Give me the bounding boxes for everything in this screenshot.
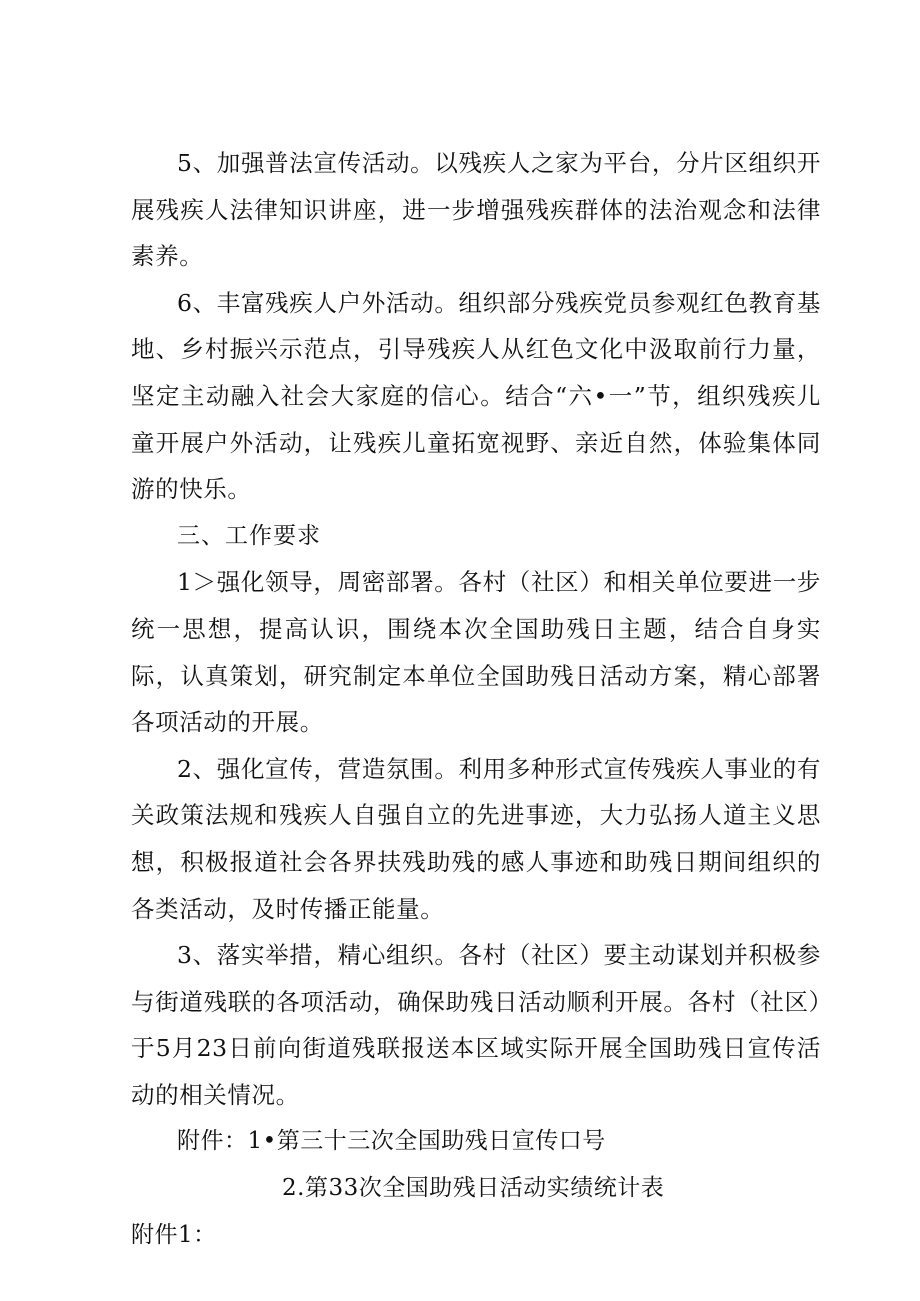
section-heading-work-requirements: 三、工作要求 xyxy=(177,522,321,549)
paragraph-item-5: 5、加强普法宣传活动。以残疾人之家为平台，分片区组织开展残疾人法律知识讲座，进一步增强残疾群体的法治观念和法律素养。 xyxy=(131,149,821,271)
paragraph-item-6: 6、丰富残疾人户外活动。组织部分残疾党员参观红色教育基地、乡村振兴示范点，引导残疾人从红色文化中汲取前行力量，坚定主动融入社会大家庭的信心。结合“六•一”节，组织残疾儿童开展户外活动，让残疾儿童拓宽视野、亲近自然，体验集体同游的快乐。 xyxy=(131,288,821,504)
attachment-1-label: 附件1： xyxy=(131,1221,217,1248)
attachments-line: 附件：1•第三十三次全国助残日宣传口号 xyxy=(177,1128,606,1155)
requirement-item-3: 3、落实举措，精心组织。各村（社区）要主动谋划并积极参与街道残联的各项活动，确保助残日活动顺利开展。各村（社区）于5月23日前向街道残联报送本区域实际开展全国助残日宣传活动的相关情况。 xyxy=(131,941,821,1109)
requirement-item-1: 1＞强化领导，周密部署。各村（社区）和相关单位要进一步统一思想，提高认识，围绕本次全国助残日主题，结合自身实际，认真策划，研究制定本单位全国助残日活动方案，精心部署各项活动的开展。 xyxy=(131,568,821,737)
attachments-sub-item: 2.第33次全国助残日活动实绩统计表 xyxy=(282,1175,665,1202)
document-body xyxy=(131,140,821,1258)
requirement-item-2: 2、强化宣传，营造氛围。利用多种形式宣传残疾人事业的有关政策法规和残疾人自强自立的先进事迹，大力弘扬人道主义思想，积极报道社会各界扶残助残的感人事迹和助残日期间组织的各类活动，及时传播正能量。 xyxy=(131,754,821,923)
